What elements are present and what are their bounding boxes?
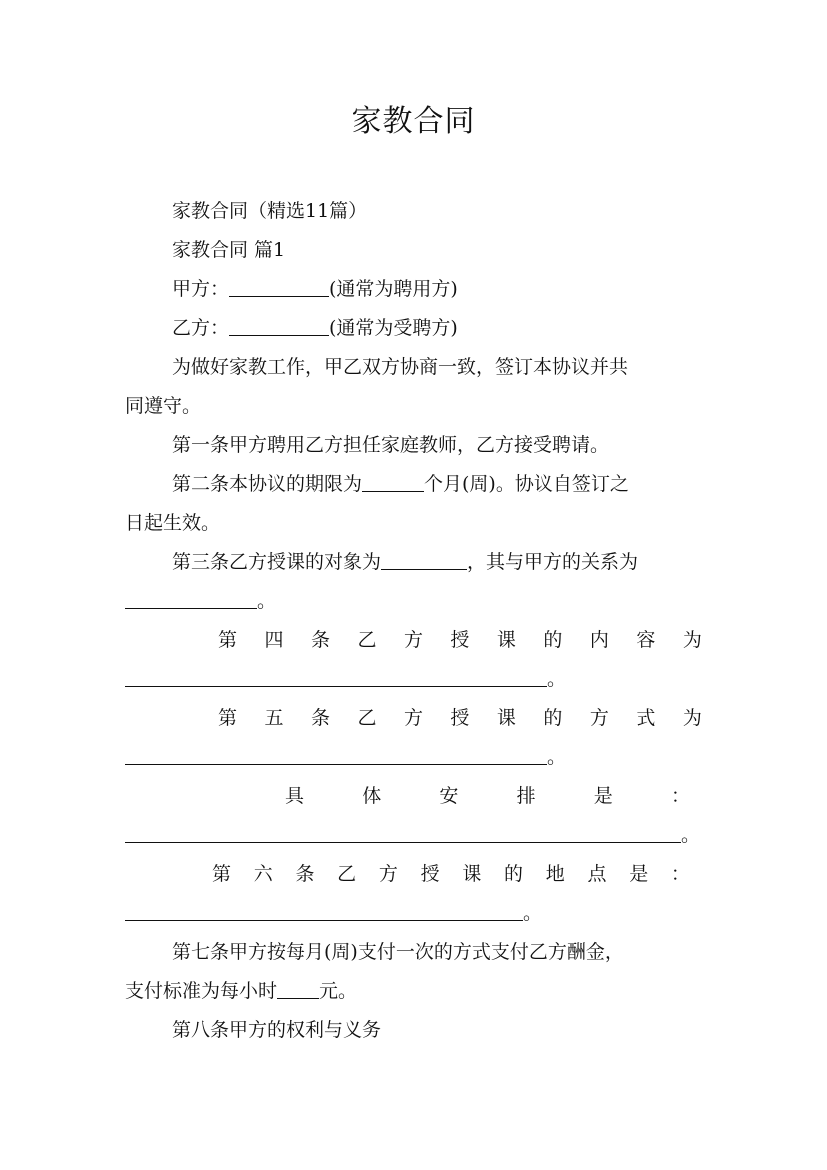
- char: 五: [264, 707, 284, 729]
- schedule-blank: [125, 823, 681, 843]
- relation-blank-line: [125, 582, 702, 621]
- term-blank: [362, 472, 424, 492]
- char: 体: [362, 785, 382, 807]
- char: ：: [670, 785, 690, 807]
- article-2-text: 第二条本协议的期限为: [172, 473, 363, 495]
- char: 方: [378, 863, 398, 885]
- char: 的: [504, 863, 524, 885]
- char: 四: [264, 629, 284, 651]
- char: 方: [403, 629, 423, 651]
- char: 式: [636, 707, 656, 729]
- char: 排: [516, 785, 536, 807]
- char: 地: [545, 863, 565, 885]
- payment-line: [125, 972, 702, 1011]
- article-3-line: [125, 543, 702, 582]
- article-2-text-end: 个月(周)。协议自签订之: [424, 473, 629, 495]
- party-b-label: 乙方：: [172, 317, 230, 339]
- paragraph-line: 同遵守。: [125, 395, 202, 417]
- char: 乙: [357, 707, 377, 729]
- paragraph-line: 日起生效。: [125, 512, 221, 534]
- char: 课: [462, 863, 482, 885]
- location-blank: [125, 901, 523, 921]
- party-b-line: [125, 309, 702, 348]
- document-title: 家教合同: [351, 104, 476, 139]
- party-a-note: (通常为聘用方): [329, 278, 458, 300]
- period: 。: [547, 668, 567, 690]
- period: 。: [523, 902, 543, 924]
- char: ：: [670, 863, 690, 885]
- document-body: [125, 192, 702, 1050]
- char: 授: [450, 629, 470, 651]
- content-blank: [125, 667, 547, 687]
- article-6-line: [125, 855, 702, 894]
- char: 的: [543, 629, 563, 651]
- paragraph-line: 为做好家教工作，甲乙双方协商一致，签订本协议并共: [172, 356, 629, 378]
- char: 第: [212, 863, 232, 885]
- party-b-note: (通常为受聘方): [329, 317, 458, 339]
- article-2-line: [125, 465, 702, 504]
- char: 方: [589, 707, 609, 729]
- payment-text: 支付标准为每小时: [125, 980, 278, 1002]
- char: 课: [496, 629, 516, 651]
- period: 。: [257, 590, 277, 612]
- char: 内: [589, 629, 609, 651]
- char: 具: [285, 785, 305, 807]
- party-a-label: 甲方：: [172, 278, 230, 300]
- article-1-line: 第一条甲方聘用乙方担任家庭教师，乙方接受聘请。: [172, 434, 610, 456]
- article-4-line: [125, 621, 702, 660]
- payment-text-end: 元。: [319, 980, 358, 1002]
- period: 。: [547, 746, 567, 768]
- char: 条: [310, 707, 330, 729]
- article-8-line: 第八条甲方的权利与义务: [172, 1019, 382, 1041]
- char: 授: [450, 707, 470, 729]
- article-3-text-end: ，其与甲方的关系为: [467, 551, 639, 573]
- char: 授: [420, 863, 440, 885]
- char: 是: [593, 785, 613, 807]
- schedule-blank-line: [125, 816, 702, 855]
- char: 是: [629, 863, 649, 885]
- party-a-blank: [229, 277, 329, 297]
- char: 条: [295, 863, 315, 885]
- char: 容: [636, 629, 656, 651]
- char: 的: [543, 707, 563, 729]
- char: 为: [682, 629, 702, 651]
- char: 乙: [357, 629, 377, 651]
- rate-blank: [277, 979, 319, 999]
- party-b-blank: [229, 316, 329, 336]
- char: 六: [253, 863, 273, 885]
- method-blank: [125, 745, 547, 765]
- char: 条: [310, 629, 330, 651]
- period: 。: [681, 824, 701, 846]
- content-blank-line: [125, 660, 702, 699]
- method-blank-line: [125, 738, 702, 777]
- subtitle-line: 家教合同（精选11篇）: [172, 200, 368, 222]
- location-blank-line: [125, 894, 702, 933]
- article-5-line: [125, 699, 702, 738]
- char: 方: [403, 707, 423, 729]
- student-blank: [381, 550, 467, 570]
- char: 安: [439, 785, 459, 807]
- schedule-line: [125, 777, 702, 816]
- char: 第: [218, 629, 238, 651]
- article-3-text: 第三条乙方授课的对象为: [172, 551, 382, 573]
- char: 第: [218, 707, 238, 729]
- char: 课: [496, 707, 516, 729]
- char: 点: [587, 863, 607, 885]
- char: 为: [682, 707, 702, 729]
- party-a-line: [125, 270, 702, 309]
- relation-blank: [125, 589, 257, 609]
- section-heading: 家教合同 篇1: [172, 239, 286, 261]
- char: 乙: [337, 863, 357, 885]
- article-7-line: 第七条甲方按每月(周)支付一次的方式支付乙方酬金，: [172, 941, 624, 963]
